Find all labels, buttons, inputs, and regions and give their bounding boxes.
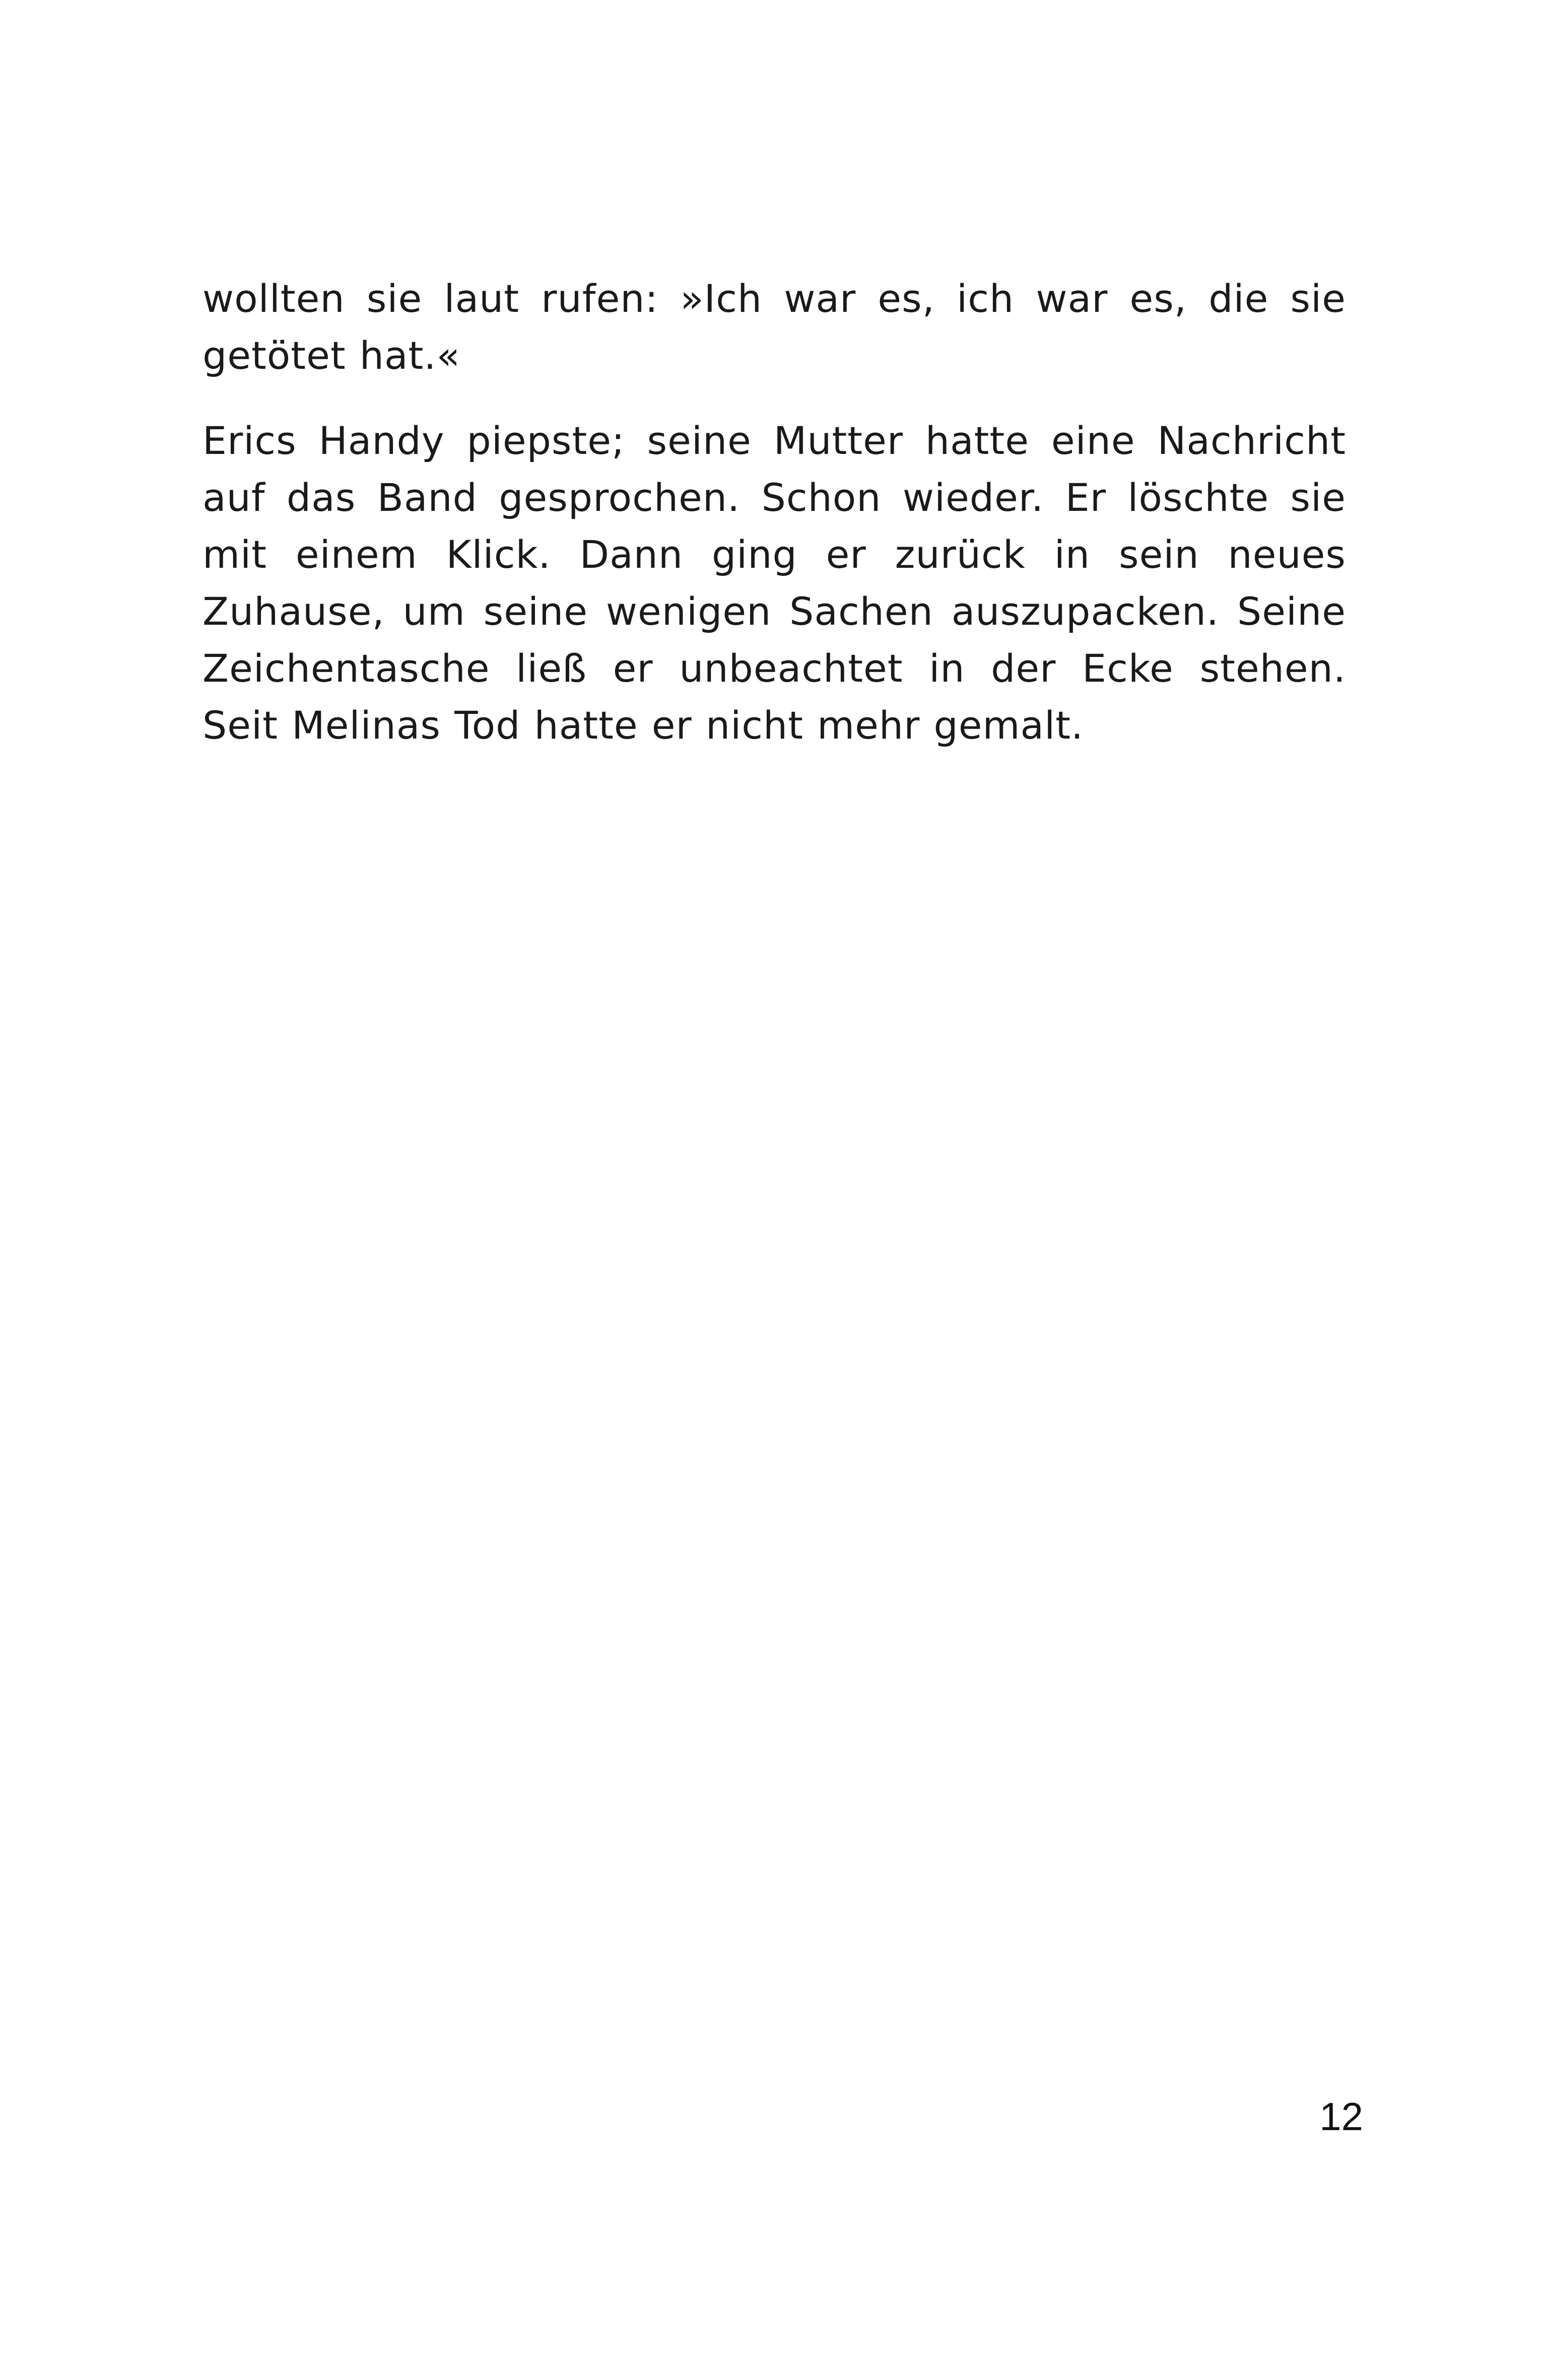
body-text (203, 270, 1346, 754)
paragraph-2: Erics Handy piepste; seine Mutter hatte eine Nachricht auf das Band gesprochen. Schon wieder. Er löschte sie mit einem Klick. Dann ging er zurück in sein neues Zuhause, um seine wenigen Sachen auszupacken. Seine Zeichentasche ließ er unbeachtet in der Ecke stehen. Seit Melinas Tod hatte er nicht mehr gemalt. (203, 418, 1346, 748)
page-number: 12 (1319, 2094, 1363, 2139)
paragraph-1: wollten sie laut rufen: »Ich war es, ich war es, die sie getötet hat.« (203, 276, 1346, 378)
